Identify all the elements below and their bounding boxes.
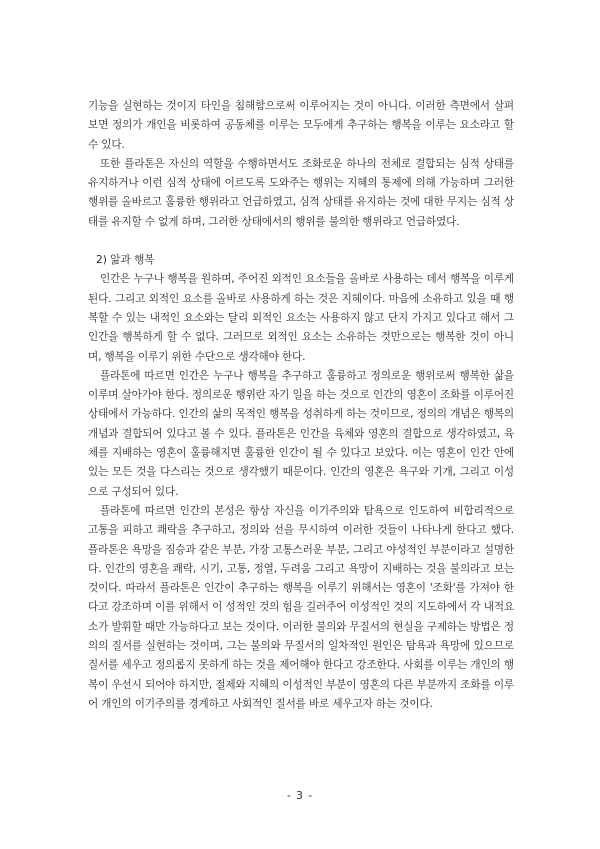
section-heading: 2) 앎과 행복 (96, 254, 155, 267)
body-text (88, 97, 514, 714)
paragraph-1: 기능을 실현하는 것이지 타인을 침해함으로써 이루어지는 것이 아니다. 이러한 측면에서 살펴보면 정의가 개인을 비롯하여 공동체를 이루는 모두에게 추구하는 행복을 이루는 요소라고 할 수 있다. (88, 100, 514, 151)
paragraph-3: 인간은 누구나 행복을 원하며, 주어진 외적인 요소들을 올바로 사용하는 데서 행복을 이루게 된다. 그리고 외적인 요소를 올바로 사용하게 하는 것은 지혜이다. 마음에 소유하고 있을 때 행복할 수 있는 내적인 요소와는 달리 외적인 요소는 사용하지 않고 단지 가지고 있다고 해서 그 인간을 행복하게 할 수 없다. 그러므로 외적인 요소는 소유하는 것만으로는 행복한 것이 아니며, 행복을 이루기 위한 수단으로 생각해야 한다. (88, 273, 514, 363)
paragraph-2: 또한 플라톤은 자신의 역할을 수행하면서도 조화로운 하나의 전체로 결합되는 심적 상태를 유지하거나 이런 심적 상태에 이르도록 도와주는 행위는 지혜의 통제에 의해 가능하며 그러한 행위를 올바르고 훌륭한 행위라고 언급하였고, 심적 상태를 유지하는 것에 대한 무지는 심적 상태를 유지할 수 없게 하며, 그러한 상태에서의 행위를 불의한 행위라고 언급하였다. (88, 157, 514, 228)
paragraph-5: 플라톤에 따르면 인간의 본성은 항상 자신을 이기주의와 탐욕으로 인도하여 비합리적으로 고통을 피하고 쾌락을 추구하고, 정의와 선을 무시하여 이러한 것들이 나타나게 한다고 했다. 플라톤은 욕망을 짐승과 같은 부분, 가장 고통스러운 부분, 그리고 야성적인 부분이라고 설명한다. 인간의 영혼을 쾌락, 시기, 고통, 정열, 두려움 그리고 욕망이 지배하는 것을 불의라고 보는 것이다. 따라서 플라톤은 인간이 추구하는 행복을 이루기 위해서는 영혼이 '조화'를 가져야 한다고 강조하며 이를 위해서 이 성적인 것의 힘을 길러주어 이성적인 것의 지도하에서 각 내적요소가 발휘할 때만 가능하다고 보는 것이다. 이러한 불의와 무질서의 현실을 구제하는 방법은 정의의 질서를 실현하는 것이며, 그는 불의와 무질서의 일차적인 원인은 탐욕과 욕망에 있으므로 질서를 세우고 정의롭지 못하게 하는 것을 제어해야 한다고 강조한다. 사회를 이루는 개인의 행복이 우선시 되어야 하지만, 절제와 지혜의 이성적인 부분이 영혼의 다른 부분까지 조화를 이루어 개인의 이기주의를 경계하고 사회적인 질서를 바로 세우고자 하는 것이다. (88, 504, 514, 710)
page-number: - 3 - (286, 790, 314, 802)
paragraph-4: 플라톤에 따르면 인간은 누구나 행복을 추구하고 훌륭하고 정의로운 행위로써 행복한 삶을 이루며 살아가야 한다. 정의로운 행위란 자기 일을 하는 것으로 인간의 영혼이 조화를 이루어진 상태에서 가능하다. 인간의 삶의 목적인 행복을 성취하게 하는 것이므로, 정의의 개념은 행복의 개념과 결합되어 있다고 볼 수 있다. 플라톤은 인간을 육체와 영혼의 결합으로 생각하였고, 육체를 지배하는 영혼이 훌륭해지면 훌륭한 인간이 될 수 있다고 보았다. 이는 영혼이 인간 안에 있는 모든 것을 다스리는 것으로 생각했기 때문이다. 인간의 영혼은 욕구와 기개, 그리고 이성으로 구성되어 있다. (88, 369, 514, 498)
